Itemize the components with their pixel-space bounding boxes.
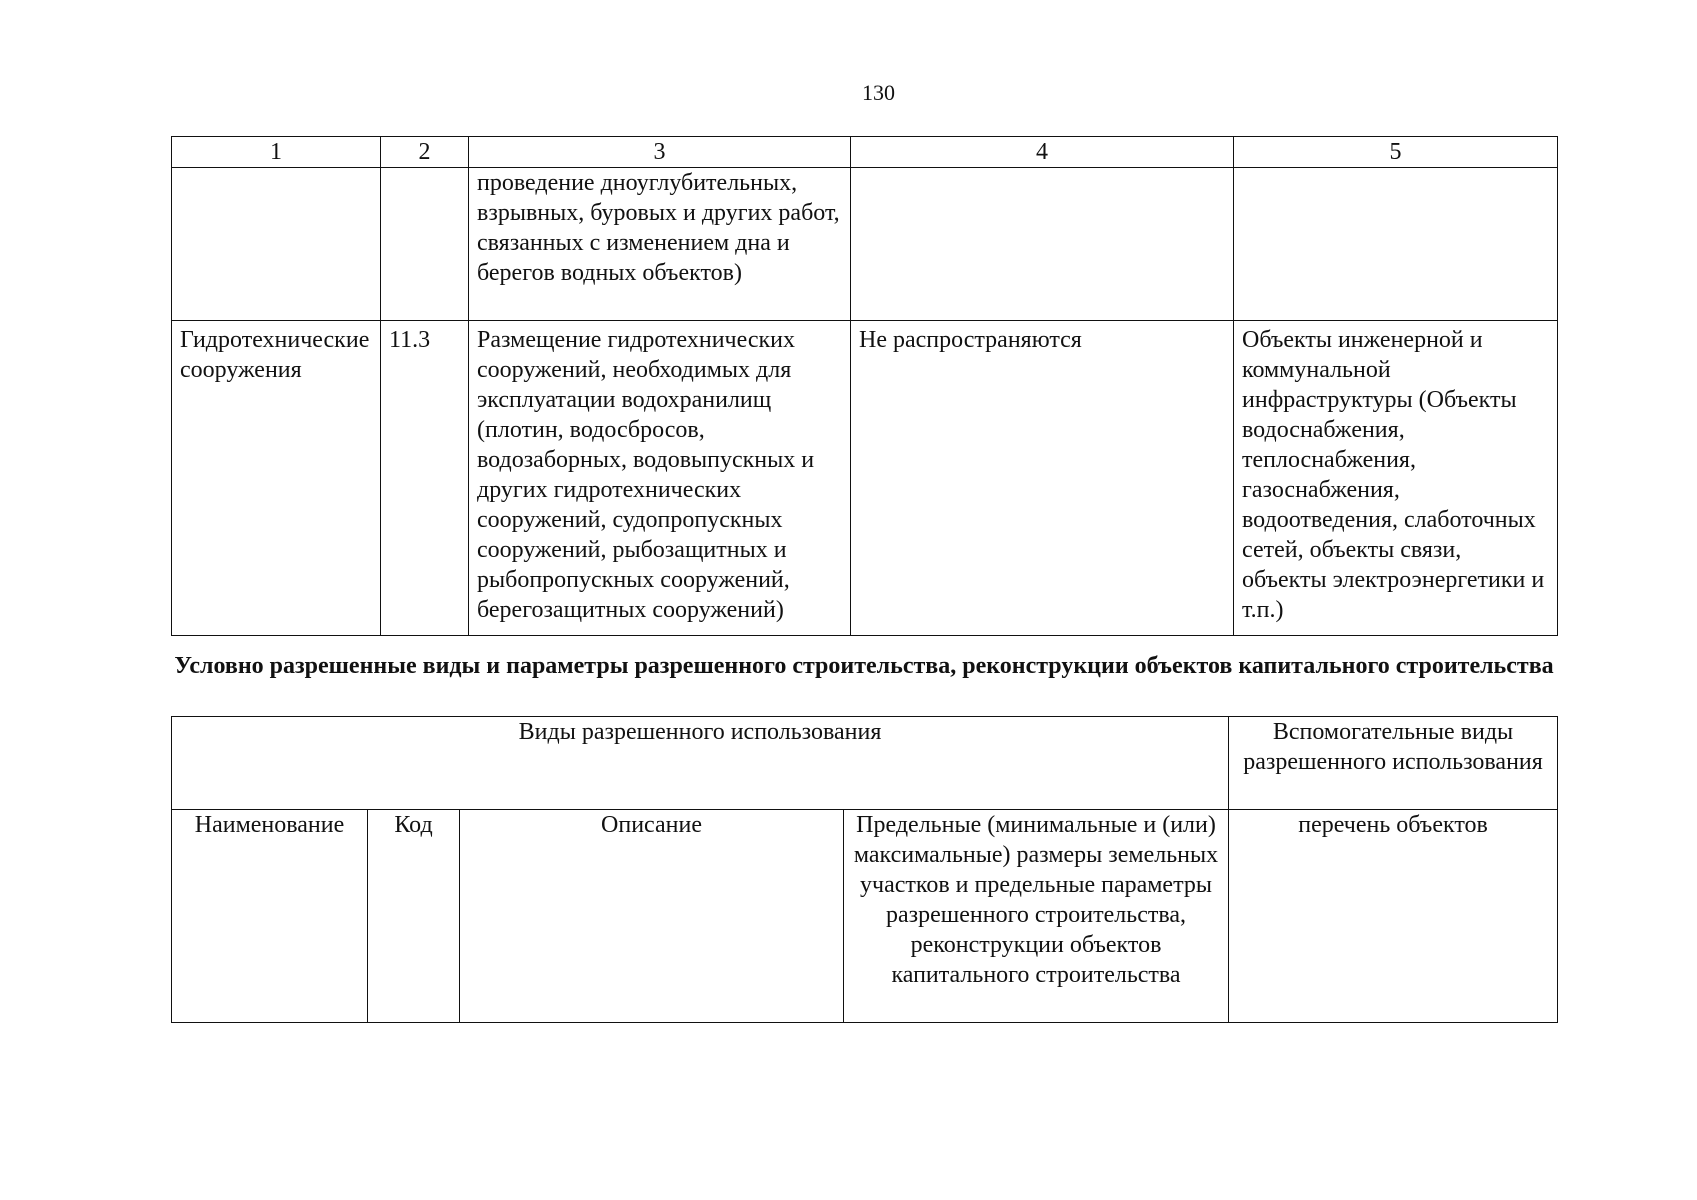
auxiliary-uses-header: Вспомогательные виды разрешенного использования <box>1229 717 1558 810</box>
cell-empty <box>172 168 381 321</box>
auxiliary-uses-cell: Объекты инженерной и коммунальной инфраструктуры (Объекты водоснабжения, теплоснабжения, газоснабжения, водоотведения, слаботочных сетей, объекты связи, объекты электроэнергетики и т.п.) <box>1234 321 1558 636</box>
permitted-uses-group-header: Виды разрешенного использования <box>172 717 1229 810</box>
section-title: Условно разрешенные виды и параметры разрешенного строительства, реконструкции объектов капитального строительства <box>174 653 1554 679</box>
use-code-cell: 11.3 <box>381 321 469 636</box>
column-header-name: Наименование <box>172 810 368 1023</box>
cell-empty <box>851 168 1234 321</box>
column-header-description: Описание <box>460 810 844 1023</box>
table-row <box>172 168 1558 321</box>
column-header-limits: Предельные (минимальные и (или) максимальные) размеры земельных участков и предельные параметры разрешенного строительства, реконструкции объектов капитального строительства <box>844 810 1229 1023</box>
column-number-2: 2 <box>381 137 469 168</box>
column-number-1: 1 <box>172 137 381 168</box>
use-description-cell: Размещение гидротехнических сооружений, необходимых для эксплуатации водохранилищ (плотин, водосбросов, водозаборных, водовыпускных и других гидротехнических сооружений, судопропускных сооружений, рыбозащитных и рыбопропускных сооружений, берегозащитных сооружений) <box>469 321 851 636</box>
table-row <box>172 321 1558 636</box>
column-header-code: Код <box>368 810 460 1023</box>
table-header-row <box>172 717 1558 810</box>
conditional-uses-table <box>171 716 1558 1023</box>
cell-empty <box>381 168 469 321</box>
permitted-uses-table-continued <box>171 136 1558 636</box>
cell-empty <box>1234 168 1558 321</box>
column-number-4: 4 <box>851 137 1234 168</box>
table-header-row <box>172 137 1558 168</box>
limits-cell: Не распространяются <box>851 321 1234 636</box>
column-number-3: 3 <box>469 137 851 168</box>
page-number: 130 <box>862 80 895 105</box>
use-name-cell: Гидротехнические сооружения <box>172 321 381 636</box>
continued-description-cell: проведение дноуглубительных, взрывных, буровых и других работ, связанных с изменением дна и берегов водных объектов) <box>469 168 851 321</box>
table-subheader-row <box>172 810 1558 1023</box>
column-number-5: 5 <box>1234 137 1558 168</box>
column-header-aux-list: перечень объектов <box>1229 810 1558 1023</box>
